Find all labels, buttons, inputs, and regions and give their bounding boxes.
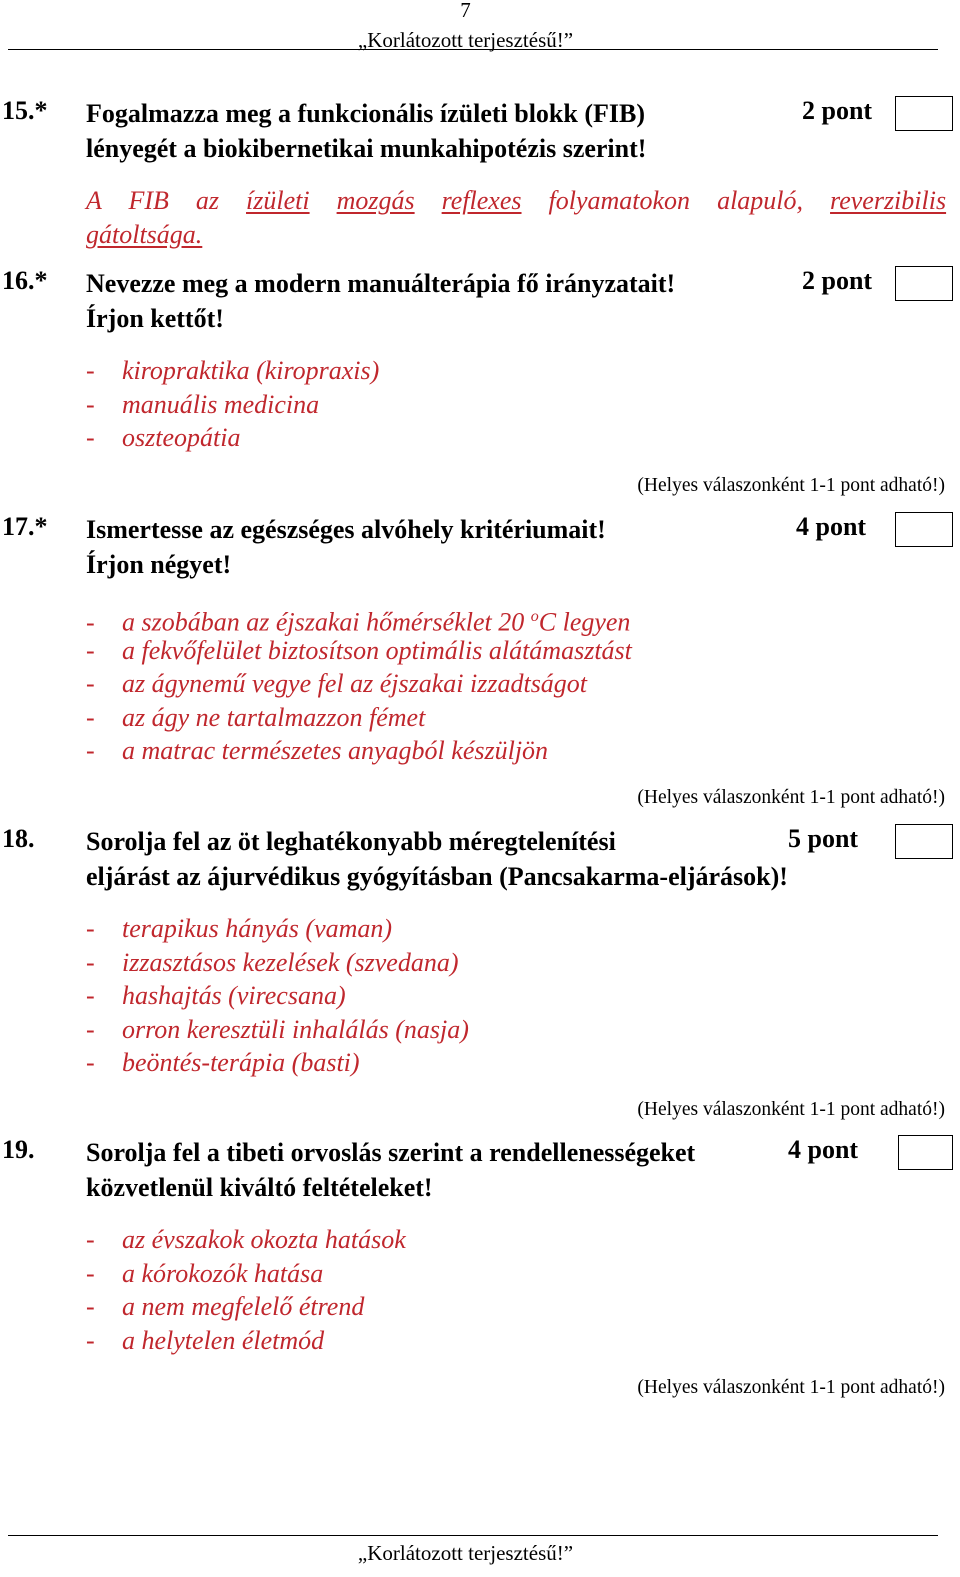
dash-marker: - — [86, 1225, 95, 1254]
q17-question — [86, 512, 606, 582]
answer-text: az évszakok okozta hatások — [122, 1225, 406, 1254]
q15-points: 2 pont — [802, 96, 873, 125]
q16-number: 16.* — [2, 266, 48, 295]
q16-answer-list — [86, 354, 379, 455]
page-number: 7 — [460, 0, 471, 22]
list-item — [86, 388, 379, 422]
answer-text: oszteopátia — [122, 423, 241, 452]
list-item — [86, 667, 632, 701]
q18-number: 18. — [2, 824, 35, 853]
answer-word: FIB — [128, 186, 169, 215]
dash-marker: - — [86, 1325, 95, 1355]
footer-notice: „Korlátozott terjesztésű!” — [357, 1541, 574, 1565]
answer-text: az ágy ne tartalmazzon fémet — [122, 702, 426, 732]
q19-score-box[interactable] — [898, 1135, 953, 1170]
q19-points: 4 pont — [788, 1135, 859, 1164]
q17-number: 17.* — [2, 512, 48, 541]
answer-text: terapikus hányás (vaman) — [122, 914, 393, 943]
list-item — [86, 1013, 469, 1047]
answer-text: orron keresztüli inhalálás (nasja) — [122, 1014, 469, 1044]
footer-rule — [8, 1535, 938, 1536]
answer-text: manuális medicina — [122, 389, 320, 419]
answer-word-underlined: reverzibilis — [830, 186, 947, 215]
q16-question — [86, 266, 675, 336]
q19-answer-list — [86, 1223, 406, 1357]
answer-word: A — [86, 186, 102, 215]
list-item — [86, 979, 469, 1013]
q19-question-line2: közvetlenül kiváltó feltételeket! — [86, 1173, 433, 1202]
answer-text: a szobában az éjszakai hőmérséklet 20 — [122, 607, 531, 637]
q17-scoring-note: (Helyes válaszonként 1-1 pont adható!) — [637, 787, 945, 808]
dash-marker: - — [86, 1048, 95, 1077]
q16-question-line1: Nevezze meg a modern manuálterápia fő irányzatait! — [86, 269, 676, 298]
list-item — [86, 701, 632, 735]
list-item — [86, 421, 379, 455]
dash-marker: - — [86, 607, 95, 637]
q17-score-box[interactable] — [895, 512, 953, 547]
answer-word-underlined: mozgás — [336, 186, 415, 215]
dash-marker: - — [86, 736, 95, 765]
q15-question — [86, 96, 646, 166]
q15-number: 15.* — [2, 96, 48, 125]
q18-score-box[interactable] — [895, 824, 953, 859]
list-item — [86, 354, 379, 388]
list-item — [86, 634, 632, 668]
q19-number: 19. — [2, 1135, 35, 1164]
answer-text: a nem megfelelő étrend — [122, 1292, 365, 1321]
q15-question-line1: Fogalmazza meg a funkcionális ízületi blokk (FIB) — [86, 99, 645, 128]
q17-answer-list — [86, 600, 632, 768]
dash-marker: - — [86, 1292, 95, 1321]
q15-question-line2: lényegét a biokibernetikai munkahipotézis szerint! — [86, 134, 647, 163]
dash-marker: - — [86, 1258, 95, 1288]
answer-word-underlined: reflexes — [441, 186, 522, 215]
dash-marker: - — [86, 947, 95, 977]
q16-score-box[interactable] — [895, 266, 953, 301]
q16-question-line2: Írjon kettőt! — [86, 304, 224, 333]
q16-scoring-note: (Helyes válaszonként 1-1 pont adható!) — [637, 475, 945, 496]
answer-text: beöntés-terápia (basti) — [122, 1048, 360, 1077]
answer-text: hashajtás (virecsana) — [122, 981, 346, 1010]
list-item — [86, 1324, 406, 1358]
answer-text: az ágynemű vegye fel az éjszakai izzadtságot — [122, 669, 588, 698]
answer-word: alapuló, — [717, 186, 804, 215]
list-item — [86, 1046, 469, 1080]
dash-marker: - — [86, 669, 95, 698]
answer-text: a matrac természetes anyagból készüljön — [122, 736, 549, 765]
q19-question — [86, 1135, 695, 1205]
q17-question-line2: Írjon négyet! — [86, 550, 232, 579]
list-item — [86, 946, 469, 980]
list-item — [86, 734, 632, 768]
q18-scoring-note: (Helyes válaszonként 1-1 pont adható!) — [637, 1099, 945, 1120]
list-item — [86, 1223, 406, 1257]
header-rule — [8, 49, 938, 50]
q15-score-box[interactable] — [895, 96, 953, 131]
q18-question-line1: Sorolja fel az öt leghatékonyabb méregtelenítési — [86, 827, 616, 856]
q18-points: 5 pont — [788, 824, 859, 853]
answer-text: a fekvőfelület biztosítson optimális alátámasztást — [122, 635, 632, 665]
dash-marker: - — [86, 423, 95, 452]
list-item — [86, 912, 469, 946]
answer-word: az — [195, 186, 219, 215]
dash-marker: - — [86, 635, 95, 665]
q17-points: 4 pont — [796, 512, 867, 541]
answer-text: C legyen — [538, 607, 631, 637]
dash-marker: - — [86, 702, 95, 732]
dash-marker: - — [86, 1014, 95, 1044]
answer-word-underlined: gátoltsága. — [86, 220, 203, 249]
q17-question-line1: Ismertesse az egészséges alvóhely kritériumait! — [86, 515, 606, 544]
dash-marker: - — [86, 981, 95, 1010]
q19-question-line1: Sorolja fel a tibeti orvoslás szerint a rendellenességeket — [86, 1138, 696, 1167]
answer-text: a kórokozók hatása — [122, 1258, 324, 1288]
q18-answer-list — [86, 912, 469, 1080]
list-item — [86, 1290, 406, 1324]
dash-marker: - — [86, 356, 95, 385]
q15-answer-line2 — [86, 218, 202, 252]
q19-scoring-note: (Helyes válaszonként 1-1 pont adható!) — [637, 1377, 945, 1398]
answer-word-underlined: ízületi — [246, 186, 310, 215]
q18-question — [86, 824, 788, 894]
degree-superscript: o — [530, 608, 539, 625]
dash-marker: - — [86, 914, 95, 943]
q15-answer — [86, 184, 946, 218]
answer-text: izzasztásos kezelések (szvedana) — [122, 947, 459, 977]
answer-text: a helytelen életmód — [122, 1325, 325, 1355]
dash-marker: - — [86, 389, 95, 419]
q18-question-line2: eljárást az ájurvédikus gyógyításban (Pancsakarma-eljárások)! — [86, 862, 788, 891]
answer-word: folyamatokon — [548, 186, 691, 215]
list-item — [86, 600, 632, 637]
q16-points: 2 pont — [802, 266, 873, 295]
list-item — [86, 1257, 406, 1291]
answer-text: kiropraktika (kiropraxis) — [122, 356, 380, 385]
header-notice: „Korlátozott terjesztésű!” — [357, 28, 574, 52]
